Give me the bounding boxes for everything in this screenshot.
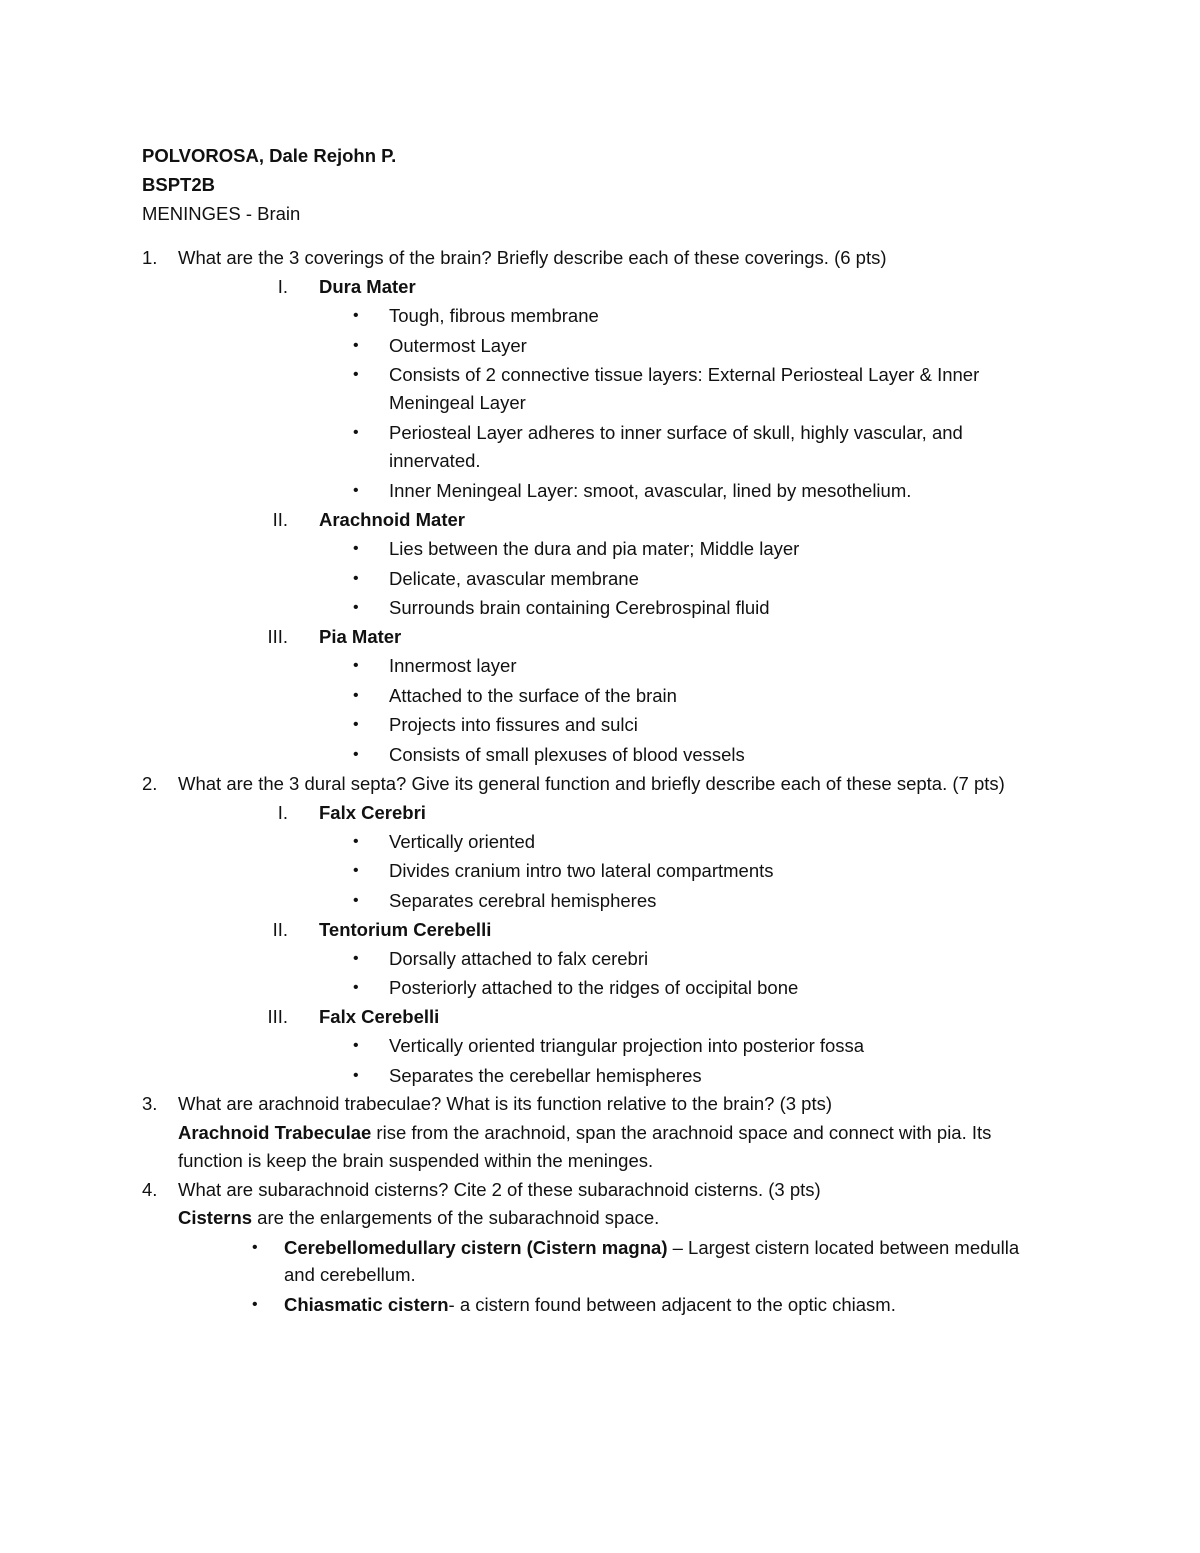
answer-text: are the enlargements of the subarachnoid space. (252, 1207, 660, 1228)
question-number: 2. (142, 773, 158, 794)
bullet-icon: • (353, 892, 359, 909)
cistern-item (284, 1292, 896, 1318)
bullet-text: Vertically oriented triangular projection into posterior fossa (389, 1035, 865, 1056)
bullet-icon: • (353, 833, 359, 850)
bullet-text: Vertically oriented (389, 831, 536, 852)
bullet-icon: • (353, 687, 359, 704)
bullet-icon: • (353, 1037, 359, 1054)
document-topic: MENINGES - Brain (142, 203, 301, 224)
cistern-name: Chiasmatic cistern (284, 1294, 449, 1315)
bullet-icon: • (252, 1296, 258, 1313)
bullet-text: Consists of small plexuses of blood vessels (389, 744, 745, 765)
bullet-text: Projects into fissures and sulci (389, 714, 638, 735)
cistern-description-continuation: and cerebellum. (284, 1264, 416, 1285)
bullet-text: Innermost layer (389, 655, 517, 676)
bullet-icon: • (353, 862, 359, 879)
student-section: BSPT2B (142, 174, 215, 195)
answer-text: rise from the arachnoid, span the arachnoid space and connect with pia. Its (371, 1122, 992, 1143)
bullet-text: Surrounds brain containing Cerebrospinal fluid (389, 597, 770, 618)
covering-title: Pia Mater (319, 626, 402, 647)
bullet-text: Periosteal Layer adheres to inner surface of skull, highly vascular, and (389, 422, 963, 443)
bullet-icon: • (353, 716, 359, 733)
bullet-icon: • (353, 950, 359, 967)
question-text: What are arachnoid trabeculae? What is its function relative to the brain? (3 pts) (178, 1093, 833, 1114)
answer-line (178, 1120, 991, 1146)
answer-term: Cisterns (178, 1207, 253, 1228)
bullet-icon: • (353, 979, 359, 996)
bullet-icon: • (353, 337, 359, 354)
bullet-icon: • (353, 366, 359, 383)
question-text: What are subarachnoid cisterns? Cite 2 of these subarachnoid cisterns. (3 pts) (178, 1179, 821, 1200)
bullet-text: Lies between the dura and pia mater; Middle layer (389, 538, 800, 559)
septum-title: Falx Cerebelli (319, 1006, 440, 1027)
bullet-text: Tough, fibrous membrane (389, 305, 599, 326)
bullet-icon: • (353, 570, 359, 587)
bullet-text: Attached to the surface of the brain (389, 685, 677, 706)
bullet-text: Separates the cerebellar hemispheres (389, 1065, 702, 1086)
roman-numeral: I. (277, 276, 288, 297)
cistern-description: - a cistern found between adjacent to the optic chiasm. (448, 1294, 896, 1315)
bullet-text: Dorsally attached to falx cerebri (389, 948, 649, 969)
covering-title: Dura Mater (319, 276, 416, 297)
roman-numeral: II. (272, 509, 288, 530)
bullet-text: Posteriorly attached to the ridges of occipital bone (389, 977, 799, 998)
roman-numeral: II. (272, 919, 288, 940)
answer-line-continuation: function is keep the brain suspended within the meninges. (178, 1150, 654, 1171)
cistern-description: – Largest cistern located between medulla (667, 1237, 1020, 1258)
bullet-icon: • (353, 424, 359, 441)
question-text: What are the 3 dural septa? Give its general function and briefly describe each of these septa. (7 pts) (178, 773, 1005, 794)
septum-title: Falx Cerebri (319, 802, 426, 823)
bullet-text: Consists of 2 connective tissue layers: External Periosteal Layer & Inner (389, 364, 980, 385)
bullet-icon: • (353, 746, 359, 763)
bullet-text: Delicate, avascular membrane (389, 568, 639, 589)
answer-line (178, 1205, 659, 1231)
bullet-icon: • (252, 1239, 258, 1256)
septum-title: Tentorium Cerebelli (319, 919, 492, 940)
question-number: 1. (142, 247, 158, 268)
bullet-text-continuation: innervated. (389, 450, 481, 471)
covering-title: Arachnoid Mater (319, 509, 465, 530)
bullet-text-continuation: Meningeal Layer (389, 392, 526, 413)
question-number: 3. (142, 1093, 158, 1114)
answer-term: Arachnoid Trabeculae (178, 1122, 372, 1143)
bullet-text: Separates cerebral hemispheres (389, 890, 657, 911)
bullet-icon: • (353, 599, 359, 616)
student-name: POLVOROSA, Dale Rejohn P. (142, 145, 397, 166)
bullet-text: Inner Meningeal Layer: smoot, avascular, lined by mesothelium. (389, 480, 912, 501)
bullet-text: Outermost Layer (389, 335, 527, 356)
bullet-icon: • (353, 482, 359, 499)
bullet-icon: • (353, 307, 359, 324)
roman-numeral: III. (267, 626, 288, 647)
bullet-icon: • (353, 657, 359, 674)
cistern-item (284, 1235, 1019, 1261)
question-text: What are the 3 coverings of the brain? Briefly describe each of these coverings. (6 pts) (178, 247, 887, 268)
bullet-icon: • (353, 540, 359, 557)
roman-numeral: III. (267, 1006, 288, 1027)
roman-numeral: I. (277, 802, 288, 823)
question-number: 4. (142, 1179, 158, 1200)
bullet-icon: • (353, 1067, 359, 1084)
cistern-name: Cerebellomedullary cistern (Cistern magna) (284, 1237, 668, 1258)
bullet-text: Divides cranium intro two lateral compartments (389, 860, 774, 881)
